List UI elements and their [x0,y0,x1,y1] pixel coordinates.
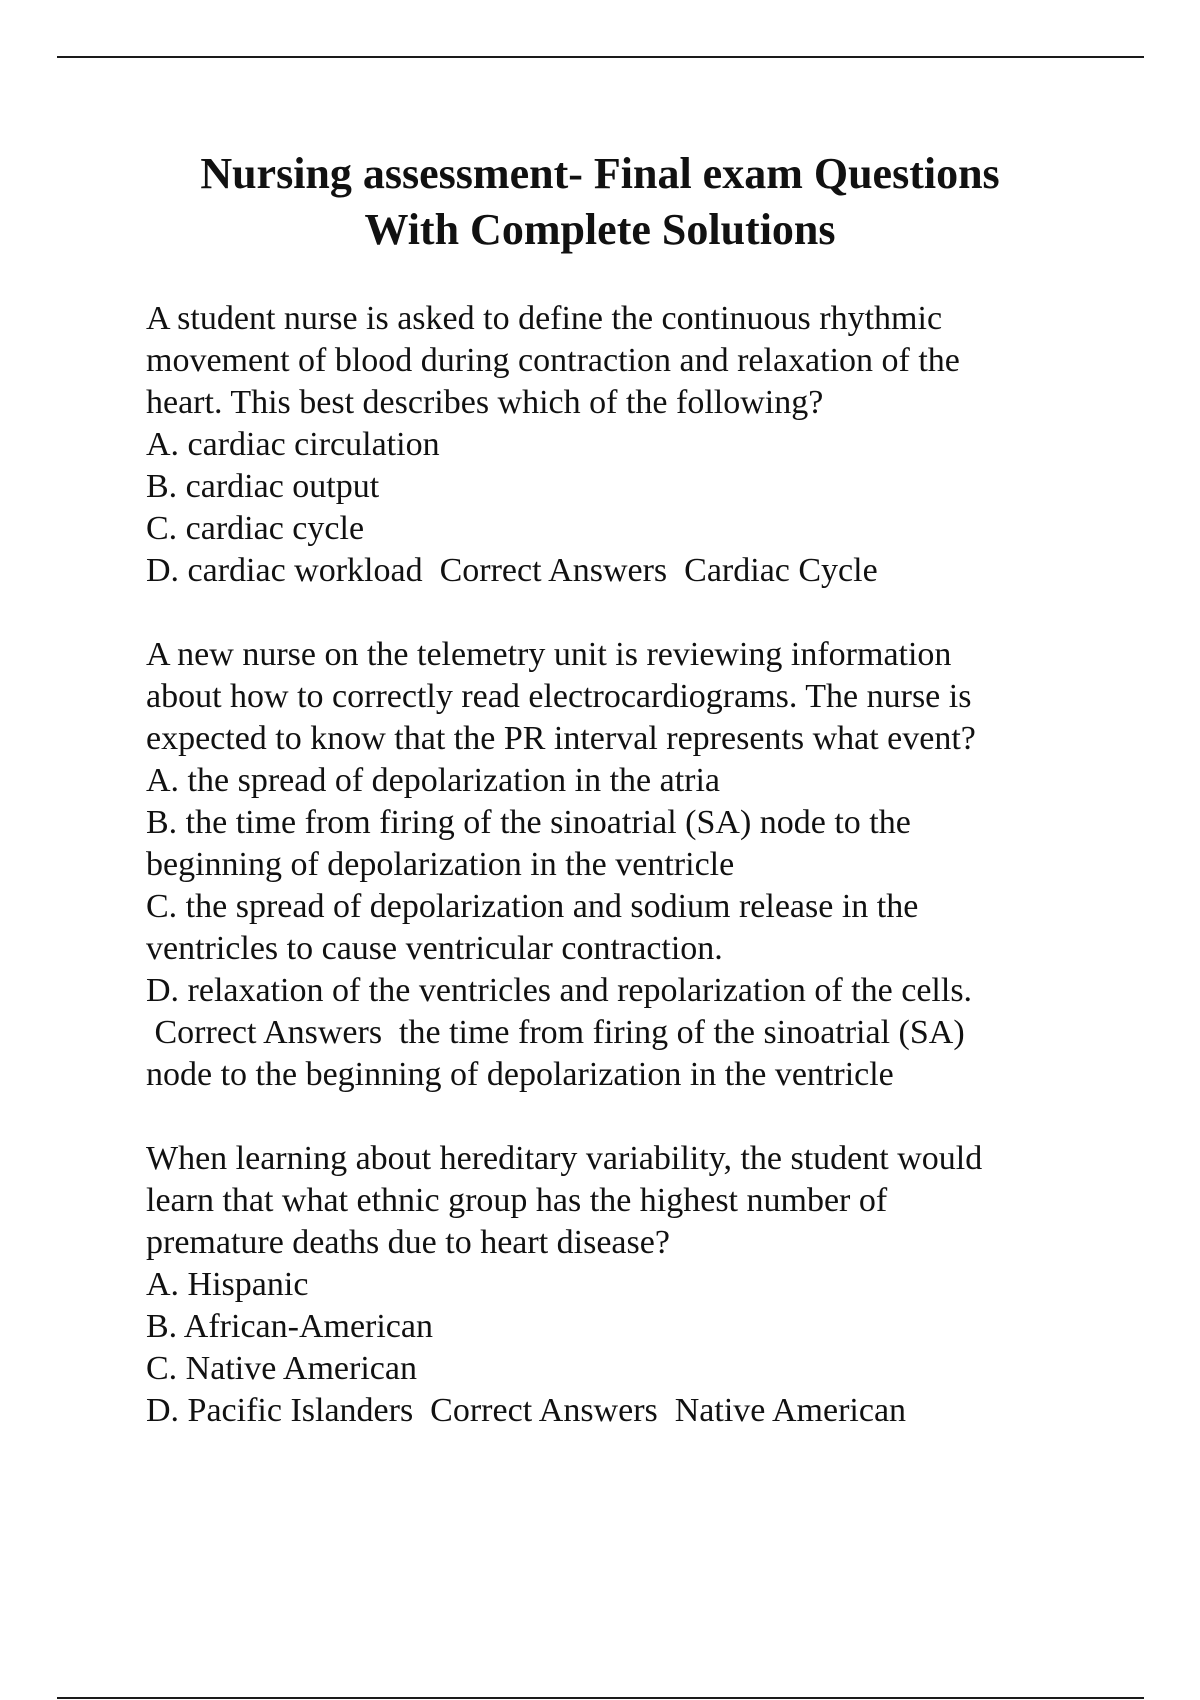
question-1-option-b: B. cardiac output [146,468,380,505]
question-2-line: about how to correctly read electrocardiograms. The nurse is [146,678,972,715]
question-2-option-b: B. the time from firing of the sinoatrial (SA) node to the [146,804,911,841]
question-2-answer-cont: node to the beginning of depolarization in the ventricle [146,1056,894,1093]
question-3-option-a: A. Hispanic [146,1266,309,1303]
top-rule [57,56,1144,58]
bottom-rule [57,1697,1144,1699]
question-3-line: premature deaths due to heart disease? [146,1224,670,1261]
question-2-line: A new nurse on the telemetry unit is reviewing information [146,636,952,673]
question-block-3 [146,1138,1076,1432]
question-1-line: movement of blood during contraction and relaxation of the [146,342,960,379]
document-title [90,146,1110,258]
question-1-option-a: A. cardiac circulation [146,426,440,463]
question-3-line: learn that what ethnic group has the highest number of [146,1182,888,1219]
document-body [146,298,1076,1474]
question-2-option-b-cont: beginning of depolarization in the ventricle [146,846,735,883]
question-2-option-c: C. the spread of depolarization and sodium release in the [146,888,919,925]
question-1-option-d-and-answer: D. cardiac workload Correct Answers Cardiac Cycle [146,552,878,589]
question-3-option-c: C. Native American [146,1350,417,1387]
question-2-line: expected to know that the PR interval represents what event? [146,720,976,757]
question-2-option-a: A. the spread of depolarization in the atria [146,762,720,799]
question-3-line: When learning about hereditary variability, the student would [146,1140,983,1177]
question-2-answer: Correct Answers the time from firing of the sinoatrial (SA) [146,1014,965,1051]
question-3-option-b: B. African-American [146,1308,433,1345]
question-2-option-c-cont: ventricles to cause ventricular contraction. [146,930,723,967]
question-1-line: A student nurse is asked to define the continuous rhythmic [146,300,943,337]
question-2-option-d: D. relaxation of the ventricles and repolarization of the cells. [146,972,973,1009]
question-block-2 [146,634,1076,1096]
question-3-option-d-and-answer: D. Pacific Islanders Correct Answers Native American [146,1392,907,1429]
question-block-1 [146,298,1076,592]
question-1-line: heart. This best describes which of the following? [146,384,824,421]
title-line-2: With Complete Solutions [364,205,836,254]
title-line-1: Nursing assessment- Final exam Questions [200,149,1000,198]
question-1-option-c: C. cardiac cycle [146,510,365,547]
